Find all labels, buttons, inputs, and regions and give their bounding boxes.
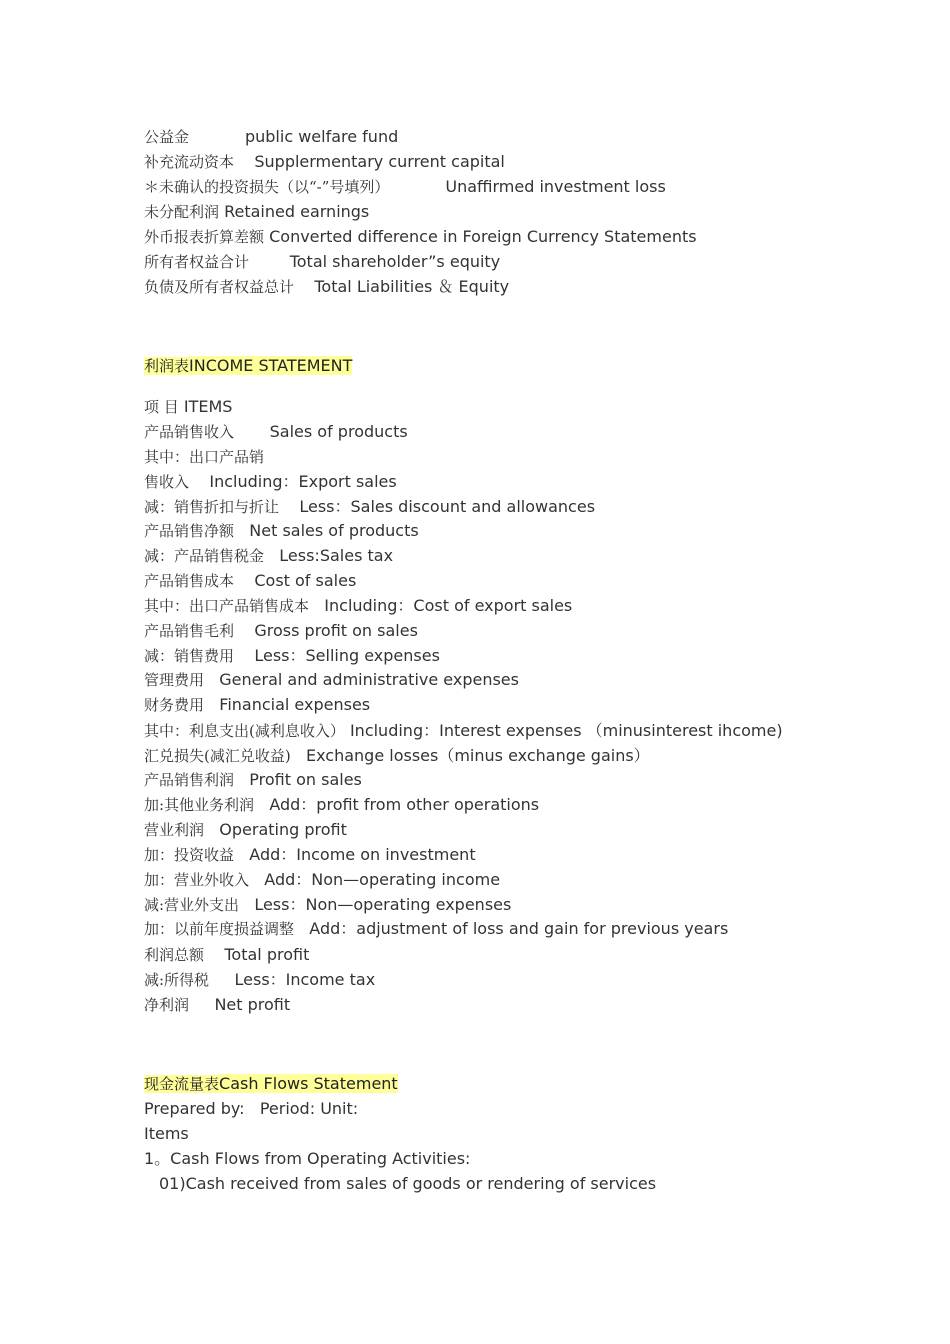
term-english: Add：adjustment of loss and gain for previous years	[309, 919, 729, 938]
term-gap	[309, 596, 324, 615]
term-english: Add：Non—operating income	[264, 870, 501, 889]
section-heading-income-statement	[144, 355, 352, 377]
term-line	[144, 694, 370, 716]
term-line	[144, 720, 783, 742]
term-line	[144, 496, 595, 518]
term-line	[144, 421, 408, 443]
term-english: Less：Non—operating expenses	[254, 895, 512, 914]
term-line	[144, 819, 347, 841]
term-chinese: 加:其他业务利润	[144, 796, 255, 814]
term-gap	[294, 277, 314, 296]
term-gap	[204, 695, 219, 714]
term-line	[144, 471, 397, 493]
term-english: Gross profit on sales	[254, 621, 418, 640]
term-english: public welfare fund	[244, 127, 399, 146]
term-gap	[234, 770, 249, 789]
heading-english: Cash Flows Statement	[219, 1074, 398, 1093]
term-line	[144, 446, 264, 468]
term-chinese: ＊未确认的投资损失（以“-”号填列）	[144, 178, 390, 196]
term-line	[144, 226, 697, 248]
term-english: General and administrative expenses	[219, 670, 519, 689]
term-gap	[254, 795, 269, 814]
term-chinese: 减：产品销售税金	[144, 547, 265, 565]
term-english: Less：Income tax	[234, 970, 376, 989]
term-line	[144, 969, 375, 991]
term-chinese: 其中：出口产品销	[144, 448, 265, 466]
term-chinese: 管理费用	[144, 671, 205, 689]
term-gap	[291, 746, 306, 765]
prepared-by-line: Prepared by: Period: Unit:	[144, 1099, 359, 1118]
term-line	[144, 869, 500, 891]
term-english: Sales of products	[269, 422, 408, 441]
cash-flow-item-01: 01)Cash received from sales of goods or rendering of services	[159, 1174, 657, 1193]
term-line	[144, 570, 356, 592]
term-gap	[204, 670, 219, 689]
term-gap	[234, 571, 254, 590]
term-line	[144, 545, 393, 567]
term-gap	[234, 152, 254, 171]
term-line	[144, 645, 440, 667]
term-english: ITEMS	[183, 397, 233, 416]
term-line	[144, 994, 290, 1016]
term-line	[144, 944, 309, 966]
term-english: Operating profit	[219, 820, 347, 839]
term-chinese: 其中：出口产品销售成本	[144, 597, 310, 615]
term-chinese: 产品销售净额	[144, 522, 235, 540]
term-english: Total shareholder”s equity	[289, 252, 501, 271]
term-chinese: 加：营业外收入	[144, 871, 250, 889]
term-english: Converted difference in Foreign Currency Statements	[269, 227, 697, 246]
term-line	[144, 844, 476, 866]
term-english: Profit on sales	[249, 770, 362, 789]
term-english: Including：Cost of export sales	[324, 596, 573, 615]
term-chinese: 补充流动资本	[144, 153, 235, 171]
term-chinese: 未分配利润	[144, 203, 220, 221]
term-gap	[209, 970, 234, 989]
term-chinese: 项 目	[144, 398, 179, 416]
term-gap	[234, 422, 270, 441]
term-line	[144, 276, 509, 298]
term-line	[144, 520, 419, 542]
term-line	[144, 126, 398, 148]
term-chinese: 售收入	[144, 473, 190, 491]
heading-chinese: 利润表	[144, 357, 190, 375]
term-gap	[389, 177, 445, 196]
term-gap	[234, 845, 249, 864]
term-english: Including：Export sales	[209, 472, 397, 491]
term-gap	[234, 521, 249, 540]
term-gap	[249, 252, 290, 271]
cash-flow-section-1: 1。Cash Flows from Operating Activities:	[144, 1149, 471, 1168]
term-gap	[189, 127, 245, 146]
term-line	[144, 669, 519, 691]
term-english: Supplermentary current capital	[254, 152, 505, 171]
term-english: Total profit	[224, 945, 310, 964]
term-english: Less：Selling expenses	[254, 646, 440, 665]
term-gap	[234, 646, 254, 665]
term-chinese: 财务费用	[144, 696, 205, 714]
term-english: Less:Sales tax	[279, 546, 394, 565]
term-line	[144, 894, 511, 916]
term-line	[144, 176, 666, 198]
term-line	[144, 251, 500, 273]
term-english: Unaffirmed investment loss	[445, 177, 666, 196]
term-chinese: 营业利润	[144, 821, 205, 839]
term-english: Exchange losses（minus exchange gains）	[305, 746, 650, 765]
term-chinese: 减：销售折扣与折让	[144, 498, 280, 516]
term-chinese: 利润总额	[144, 946, 205, 964]
term-gap	[234, 621, 254, 640]
term-gap	[279, 497, 299, 516]
section-heading-cash-flows	[144, 1073, 398, 1095]
term-english: Net sales of products	[249, 521, 419, 540]
term-line	[144, 745, 650, 767]
term-chinese: 减：销售费用	[144, 647, 235, 665]
term-gap	[239, 895, 254, 914]
term-chinese: 其中：利息支出(减利息收入）	[144, 722, 345, 740]
term-gap	[249, 870, 264, 889]
term-chinese: 产品销售利润	[144, 771, 235, 789]
term-line	[144, 620, 418, 642]
term-chinese: 加：以前年度损益调整	[144, 920, 295, 938]
term-english: Less：Sales discount and allowances	[299, 497, 596, 516]
term-chinese: 外币报表折算差额	[144, 228, 265, 246]
term-line	[144, 201, 369, 223]
term-chinese: 产品销售收入	[144, 423, 235, 441]
term-line	[144, 769, 362, 791]
term-chinese: 汇兑损失(减汇兑收益)	[144, 747, 291, 765]
term-chinese: 减:所得税	[144, 971, 210, 989]
term-chinese: 加：投资收益	[144, 846, 235, 864]
term-line	[144, 151, 505, 173]
term-gap	[264, 546, 279, 565]
term-english: Retained earnings	[224, 202, 370, 221]
term-chinese: 公益金	[144, 128, 190, 146]
term-english: Net profit	[214, 995, 291, 1014]
term-chinese: 所有者权益合计	[144, 253, 250, 271]
term-gap	[294, 919, 309, 938]
term-gap	[204, 945, 224, 964]
term-english: Financial expenses	[219, 695, 371, 714]
term-gap	[189, 472, 209, 491]
term-english: Add：Income on investment	[249, 845, 476, 864]
term-english: Including：Interest expenses （minusinterest ihcome)	[349, 721, 783, 740]
term-english: Cost of sales	[254, 571, 357, 590]
term-english: Add：profit from other operations	[269, 795, 540, 814]
term-chinese: 净利润	[144, 996, 190, 1014]
term-english: Total Liabilities ＆ Equity	[314, 277, 510, 296]
term-chinese: 负债及所有者权益总计	[144, 278, 295, 296]
term-chinese: 产品销售毛利	[144, 622, 235, 640]
items-label: Items	[144, 1124, 189, 1143]
term-chinese: 产品销售成本	[144, 572, 235, 590]
heading-english: INCOME STATEMENT	[189, 356, 353, 375]
term-gap	[189, 995, 214, 1014]
term-line	[144, 595, 572, 617]
term-chinese: 减:营业外支出	[144, 896, 240, 914]
term-line	[144, 396, 232, 418]
heading-chinese: 现金流量表	[144, 1075, 220, 1093]
term-line	[144, 918, 728, 940]
term-gap	[204, 820, 219, 839]
term-line	[144, 794, 539, 816]
